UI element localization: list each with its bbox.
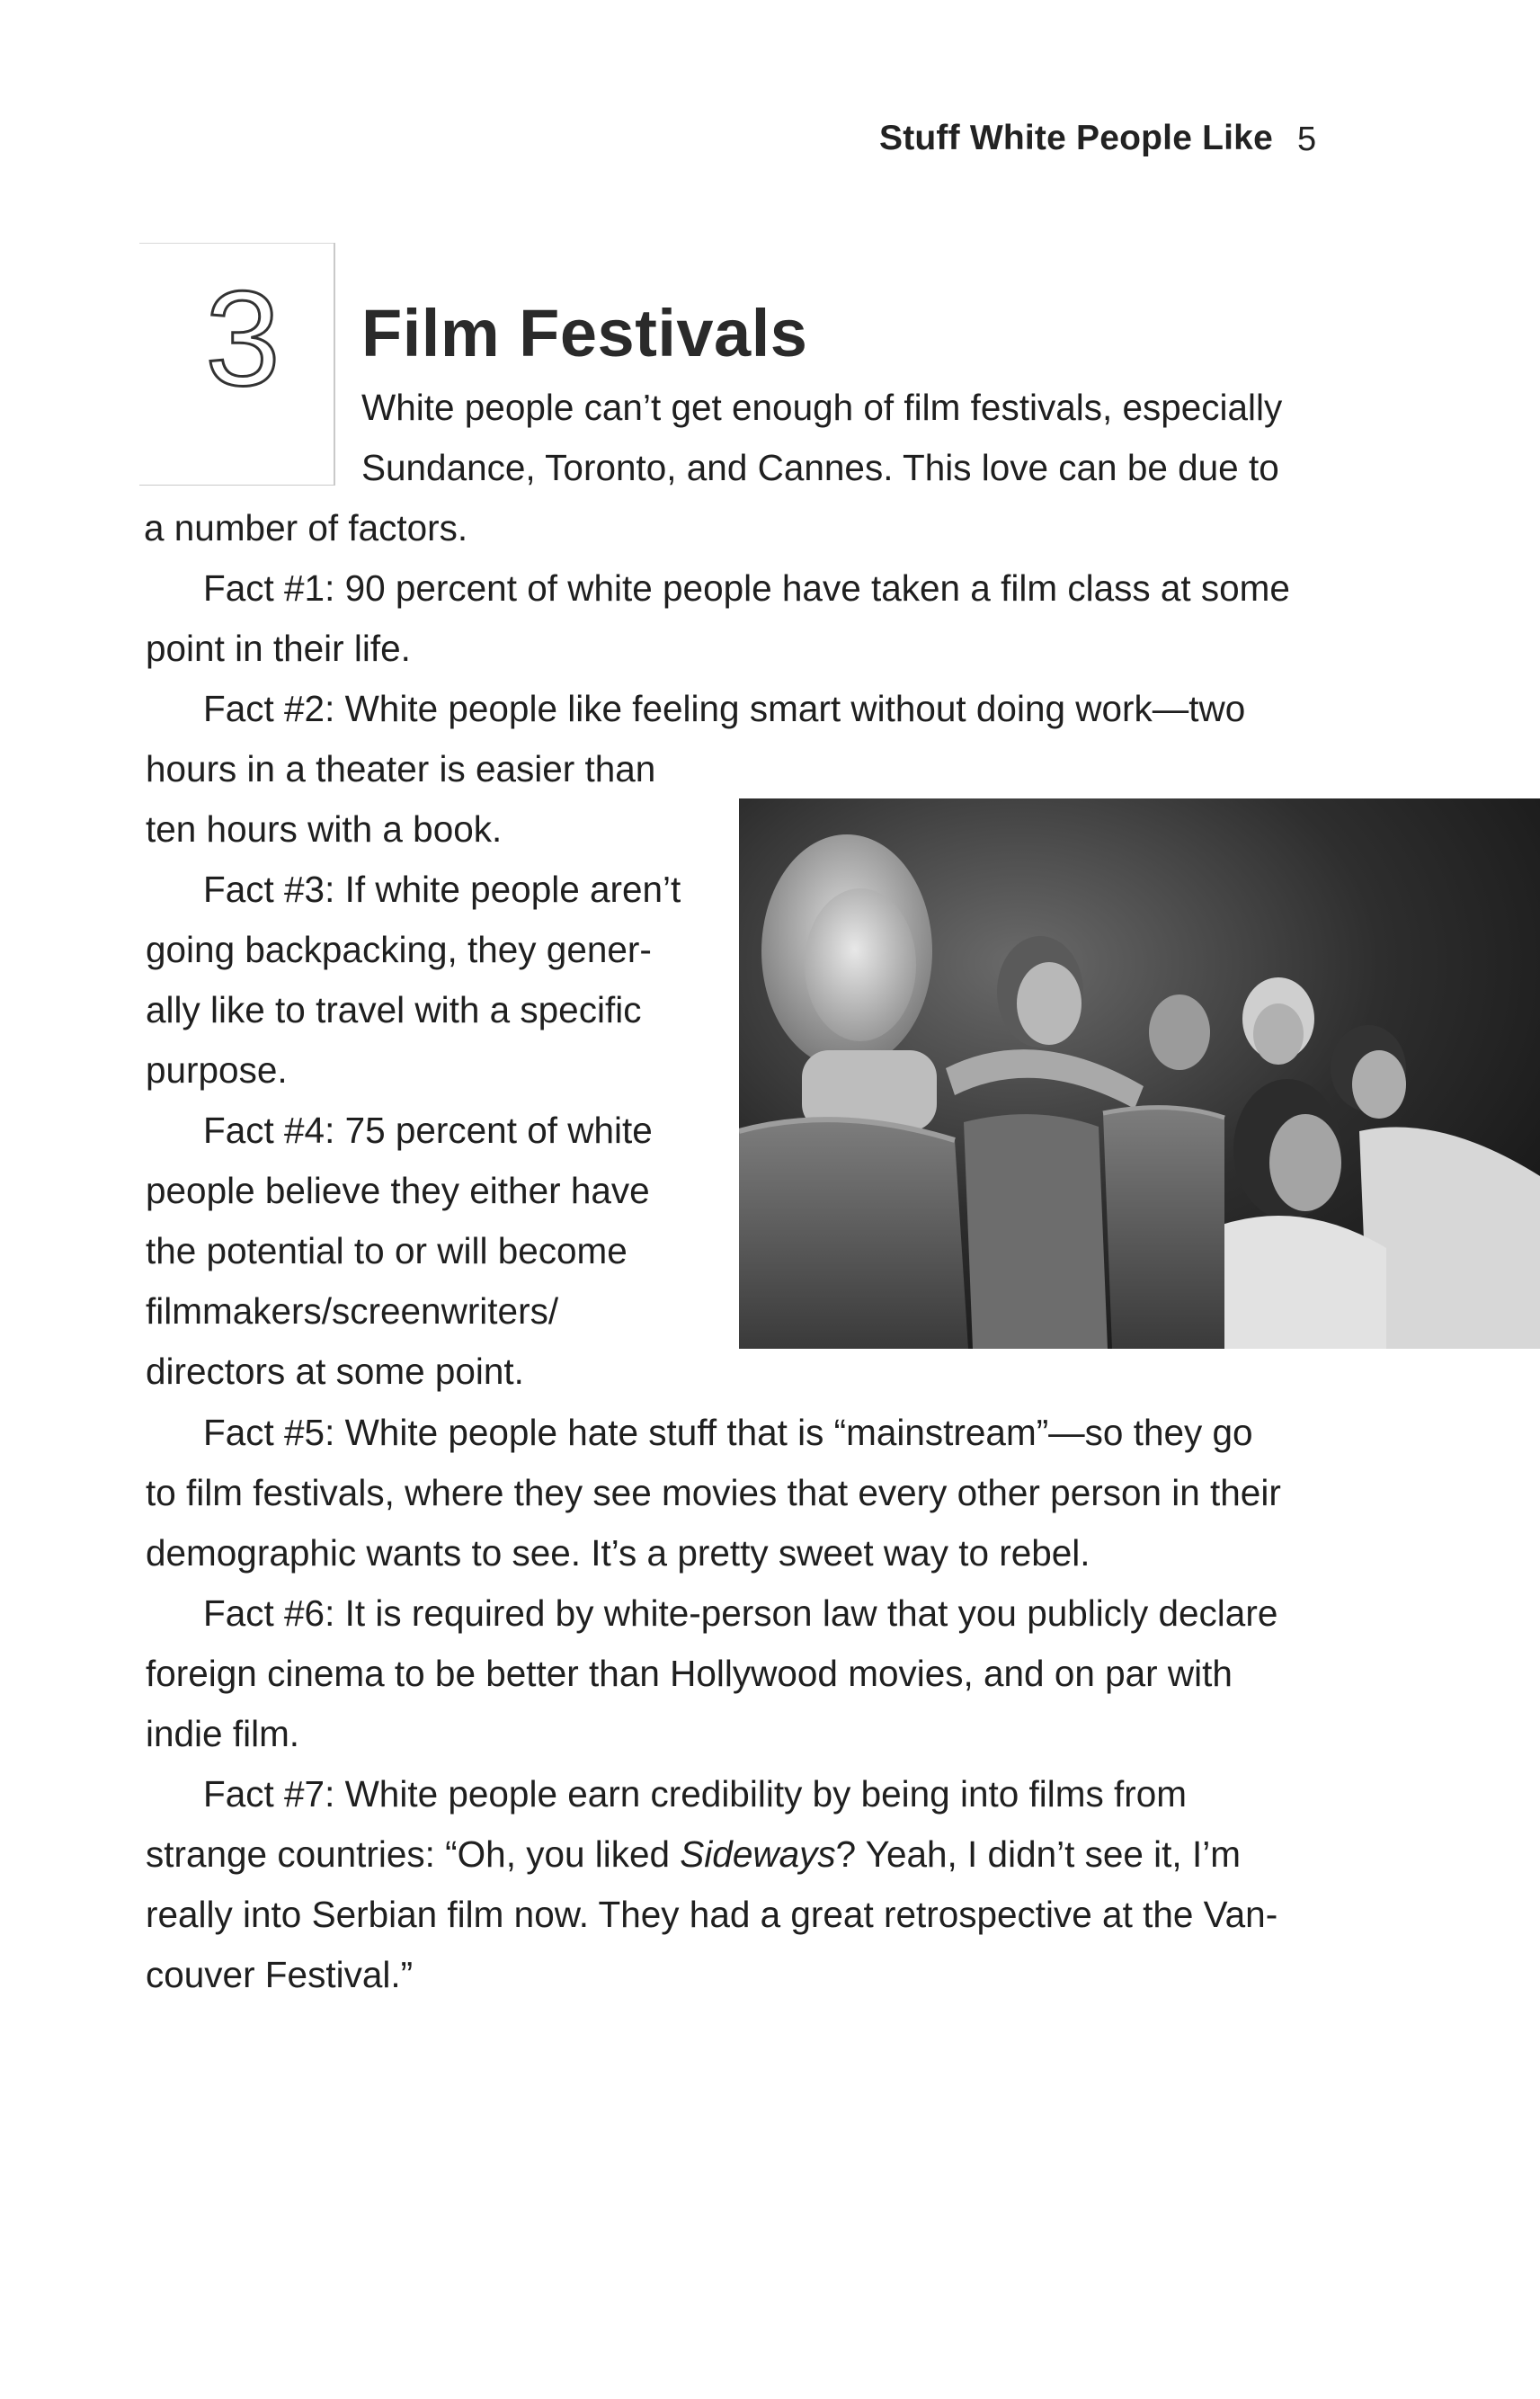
fact-2-line: hours in a theater is easier than — [146, 748, 656, 789]
fact-7-text: ? Yeah, I didn’t see it, I’m — [835, 1833, 1241, 1875]
fact-4-line: the potential to or will become — [146, 1230, 628, 1271]
film-title-sideways: Sideways — [680, 1833, 836, 1875]
fact-4-line: Fact #4: 75 percent of white — [203, 1110, 653, 1151]
chapter-number-outline — [193, 270, 292, 414]
page-number: 5 — [1297, 120, 1317, 158]
intro-paragraph — [361, 378, 1350, 498]
intro-line: a number of factors. — [144, 507, 468, 548]
fact-2-line: ten hours with a book. — [146, 808, 503, 850]
fact-5-line: Fact #5: White people hate stuff that is “mainstream”—so they go — [203, 1412, 1253, 1453]
fact-6-line: foreign cinema to be better than Hollywood movies, and on par with — [146, 1653, 1233, 1694]
fact-4-line: filmmakers/screenwriters/ — [146, 1290, 559, 1332]
intro-line: Sundance, Toronto, and Cannes. This love can be due to — [361, 447, 1279, 488]
cinema-audience-photo — [739, 798, 1540, 1349]
fact-3-line: ally like to travel with a specific — [146, 989, 642, 1030]
svg-text:3: 3 — [205, 270, 280, 414]
fact-5-line: demographic wants to see. It’s a pretty sweet way to rebel. — [146, 1532, 1090, 1574]
fact-3-line: Fact #3: If white people aren’t — [203, 869, 681, 910]
fact-6-line: Fact #6: It is required by white-person law that you publicly declare — [203, 1592, 1278, 1634]
photo-illustration — [739, 798, 1540, 1349]
intro-line: White people can’t get enough of film festivals, especially — [361, 387, 1283, 428]
fact-3-line: going backpacking, they gener- — [146, 929, 652, 970]
fact-7-line: couver Festival.” — [146, 1954, 414, 1995]
facts-lower — [146, 1403, 1281, 2005]
fact-1-line: Fact #1: 90 percent of white people have taken a film class at some — [203, 567, 1290, 609]
fact-2-line: Fact #2: White people like feeling smart without doing work—two — [203, 688, 1246, 729]
fact-7-line: really into Serbian film now. They had a great retrospective at the Van- — [146, 1894, 1278, 1935]
running-head-title: Stuff White People Like — [879, 119, 1273, 157]
intro-continuation — [144, 498, 1331, 558]
chapter-number-glyph — [193, 270, 292, 414]
chapter-number-box — [139, 243, 335, 486]
fact-4-line: directors at some point. — [146, 1351, 524, 1392]
fact-7-text: strange countries: “Oh, you liked — [146, 1833, 681, 1875]
fact-6-line: indie film. — [146, 1713, 300, 1754]
fact-7-line: Fact #7: White people earn credibility by being into films from — [203, 1773, 1187, 1815]
chapter-title: Film Festivals — [361, 296, 808, 370]
fact-1-line: point in their life. — [146, 628, 411, 669]
fact-5-line: to film festivals, where they see movies that every other person in their — [146, 1472, 1281, 1513]
fact-7-line — [146, 1824, 1281, 1885]
fact-3-line: purpose. — [146, 1049, 288, 1091]
fact-4-line: people believe they either have — [146, 1170, 650, 1211]
